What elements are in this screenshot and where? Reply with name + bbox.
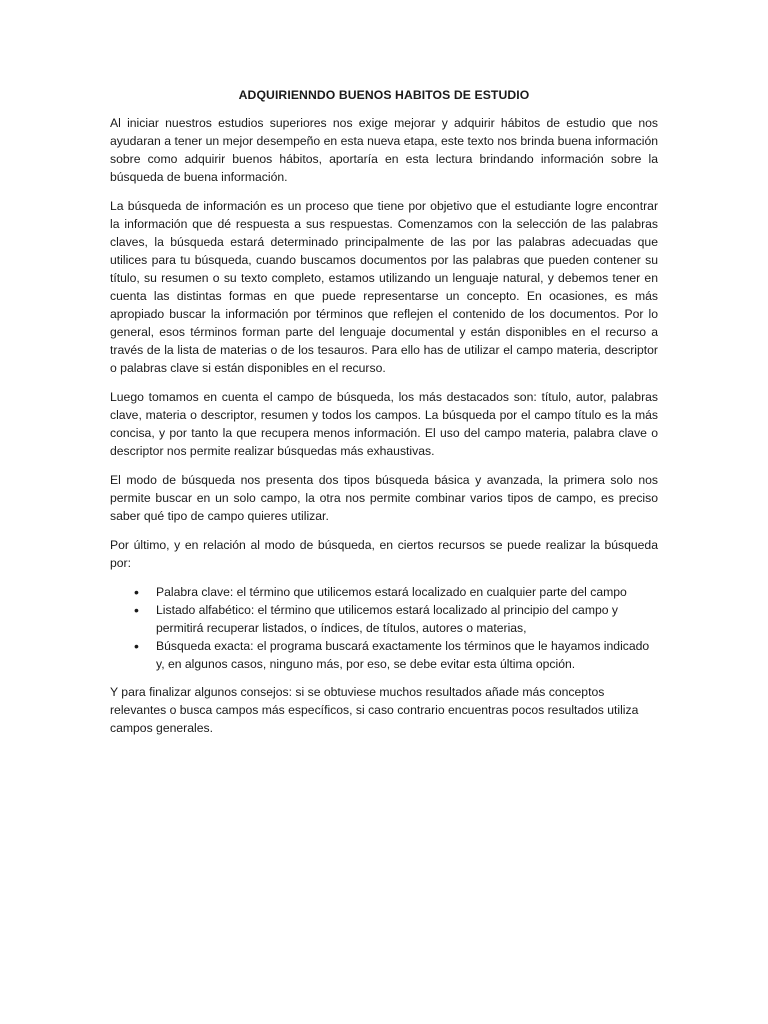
document-title: ADQUIRIENNDO BUENOS HABITOS DE ESTUDIO — [238, 88, 530, 102]
paragraph-finally: Por último, y en relación al modo de búsqueda, en ciertos recursos se puede realizar la búsqueda por: — [110, 538, 658, 570]
paragraph-search-mode: El modo de búsqueda nos presenta dos tipos búsqueda básica y avanzada, la primera solo nos permite buscar en un solo campo, la otra nos permite combinar varios tipos de campo, es preciso saber qué tipo de campo quieres utilizar. — [110, 473, 658, 523]
paragraph-closing: Y para finalizar algunos consejos: si se obtuviese muchos resultados añade más conceptos relevantes o busca campos más específicos, si caso contrario encuentras pocos resultados utiliza campos generales. — [110, 685, 639, 735]
list-item-text: Búsqueda exacta: el programa buscará exactamente los términos que le hayamos indicado y, en algunos casos, ninguno más, por eso, se debe evitar esta última opción. — [156, 639, 650, 671]
list-item-text: Listado alfabético: el término que utilicemos estará localizado al principio del campo y permitirá recuperar listados, o índices, de títulos, autores o materias, — [156, 603, 619, 635]
paragraph-search-info: La búsqueda de información es un proceso que tiene por objetivo que el estudiante logre encontrar la información que dé respuesta a sus respuestas. Comenzamos con la selección de las palabras claves, la búsqueda estará determinado principalmente de las por las palabras adecuadas que utilices para tu búsqueda, cuando buscamos documentos por las palabras que pueden contener su título, su resumen o su texto completo, estamos utilizando un lenguaje natural, y debemos tener en cuenta las distintas formas en que puede representarse un concepto. En ocasiones, es más apropiado buscar la información por términos que reflejen el contenido de los documentos. Por lo general, esos términos forman parte del lenguaje documental y están disponibles en el recurso a través de la lista de materias o de los tesauros. Para ello has de utilizar el campo materia, descriptor o palabras clave si están disponibles en el recurso. — [110, 199, 658, 375]
bullet-icon: • — [134, 602, 139, 618]
paragraph-intro: Al iniciar nuestros estudios superiores nos exige mejorar y adquirir hábitos de estudio que nos ayudaran a tener un mejor desempeño en esta nueva etapa, este texto nos brinda buena información sobre como adquirir buenos hábitos, aportaría en esta lectura brindando información sobre la búsqueda de buena información. — [110, 116, 658, 184]
list-item — [134, 637, 658, 673]
list-item — [134, 601, 658, 637]
bullet-list — [110, 583, 658, 673]
document-page — [110, 86, 658, 748]
bullet-icon: • — [134, 584, 139, 600]
list-item-text: Palabra clave: el término que utilicemos estará localizado en cualquier parte del campo — [156, 585, 627, 599]
bullet-icon: • — [134, 638, 139, 654]
list-item — [134, 583, 658, 601]
paragraph-search-fields: Luego tomamos en cuenta el campo de búsqueda, los más destacados son: título, autor, palabras clave, materia o descriptor, resumen y todos los campos. La búsqueda por el campo título es la más concisa, y por tanto la que recupera menos información. El uso del campo materia, palabra clave o descriptor nos permite realizar búsquedas más exhaustivas. — [110, 390, 658, 458]
